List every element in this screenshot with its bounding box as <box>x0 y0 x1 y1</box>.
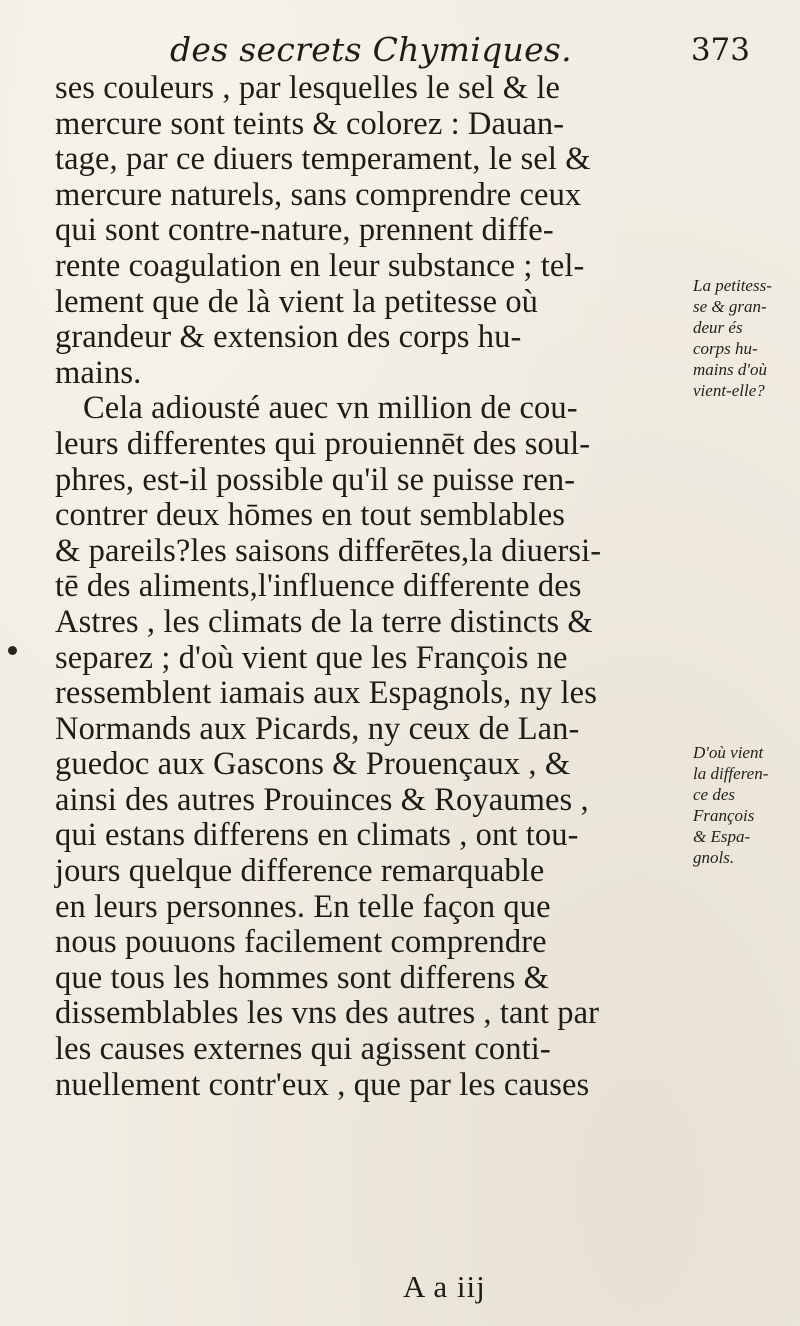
text-line: lement que de là vient la petitesse où <box>55 283 539 320</box>
text-line: & pareils?les saisons differētes,la diuersi- <box>55 532 602 569</box>
text-line: tage, par ce diuers temperament, le sel & <box>55 141 591 178</box>
text-line: Astres , les climats de la terre distincts & <box>55 603 593 640</box>
text-line: les causes externes qui agissent conti- <box>55 1031 551 1068</box>
side-note-line: La petitess- <box>693 276 772 295</box>
text-line: guedoc aux Gascons & Prouençaux , & <box>55 746 571 783</box>
text-line: mercure naturels, sans comprendre ceux <box>55 176 582 213</box>
text-line: ressemblent iamais aux Espagnols, ny les <box>55 675 597 712</box>
text-line: dissemblables les vns des autres , tant par <box>55 995 600 1032</box>
side-note-line: gnols. <box>693 848 735 867</box>
text-line: jours quelque difference remarquable <box>55 853 545 890</box>
text-line: separez ; d'où vient que les François ne <box>55 639 568 676</box>
side-note-line: deur és <box>693 318 743 337</box>
side-note-line: se & gran- <box>693 297 767 316</box>
margin-mark <box>8 646 17 655</box>
text-line: qui sont contre-nature, prennent diffe- <box>55 212 554 249</box>
body-text <box>55 71 675 1103</box>
side-note-line: vient-elle? <box>693 381 765 400</box>
text-line: mercure sont teints & colorez : Dauan- <box>55 105 565 142</box>
text-line: tē des aliments,l'influence differente des <box>55 568 582 605</box>
text-line: Normands aux Picards, ny ceux de Lan- <box>55 710 580 747</box>
page-number: 373 <box>690 32 750 68</box>
text-line: en leurs personnes. En telle façon que <box>55 888 551 925</box>
text-line: nuellement contr'eux , que par les causes <box>55 1066 590 1103</box>
side-note-line: mains d'où <box>693 360 768 379</box>
running-head: des secrets Chymiques. <box>170 30 572 69</box>
side-note-line: ce des <box>693 785 736 804</box>
page-header <box>170 30 750 74</box>
text-line: mains. <box>55 354 142 391</box>
side-note-petitesse <box>693 275 793 401</box>
text-line: grandeur & extension des corps hu- <box>55 319 522 356</box>
side-note-line: corps hu- <box>693 339 758 358</box>
text-line: ses couleurs , par lesquelles le sel & le <box>55 70 560 106</box>
text-line: leurs differentes qui prouiennēt des soul- <box>55 425 591 462</box>
text-line: Cela adiousté auec vn million de cou- <box>83 390 578 427</box>
text-line: phres, est-il possible qu'il se puisse ren- <box>55 461 576 498</box>
text-line: contrer deux hōmes en tout semblables <box>55 497 566 534</box>
text-line: qui estans differens en climats , ont tou- <box>55 817 579 854</box>
text-line: ainsi des autres Prouinces & Royaumes , <box>55 781 589 818</box>
side-note-line: François <box>693 806 755 825</box>
side-note-line: la differen- <box>693 764 769 783</box>
side-note-line: & Espa- <box>693 827 751 846</box>
text-line: nous pouuons facilement comprendre <box>55 924 547 961</box>
side-note-difference <box>693 742 793 868</box>
side-note-line: D'où vient <box>693 743 764 762</box>
text-line: que tous les hommes sont differens & <box>55 959 550 996</box>
text-line: rente coagulation en leur substance ; tel- <box>55 247 585 284</box>
signature-mark: A a iij <box>403 1269 486 1304</box>
